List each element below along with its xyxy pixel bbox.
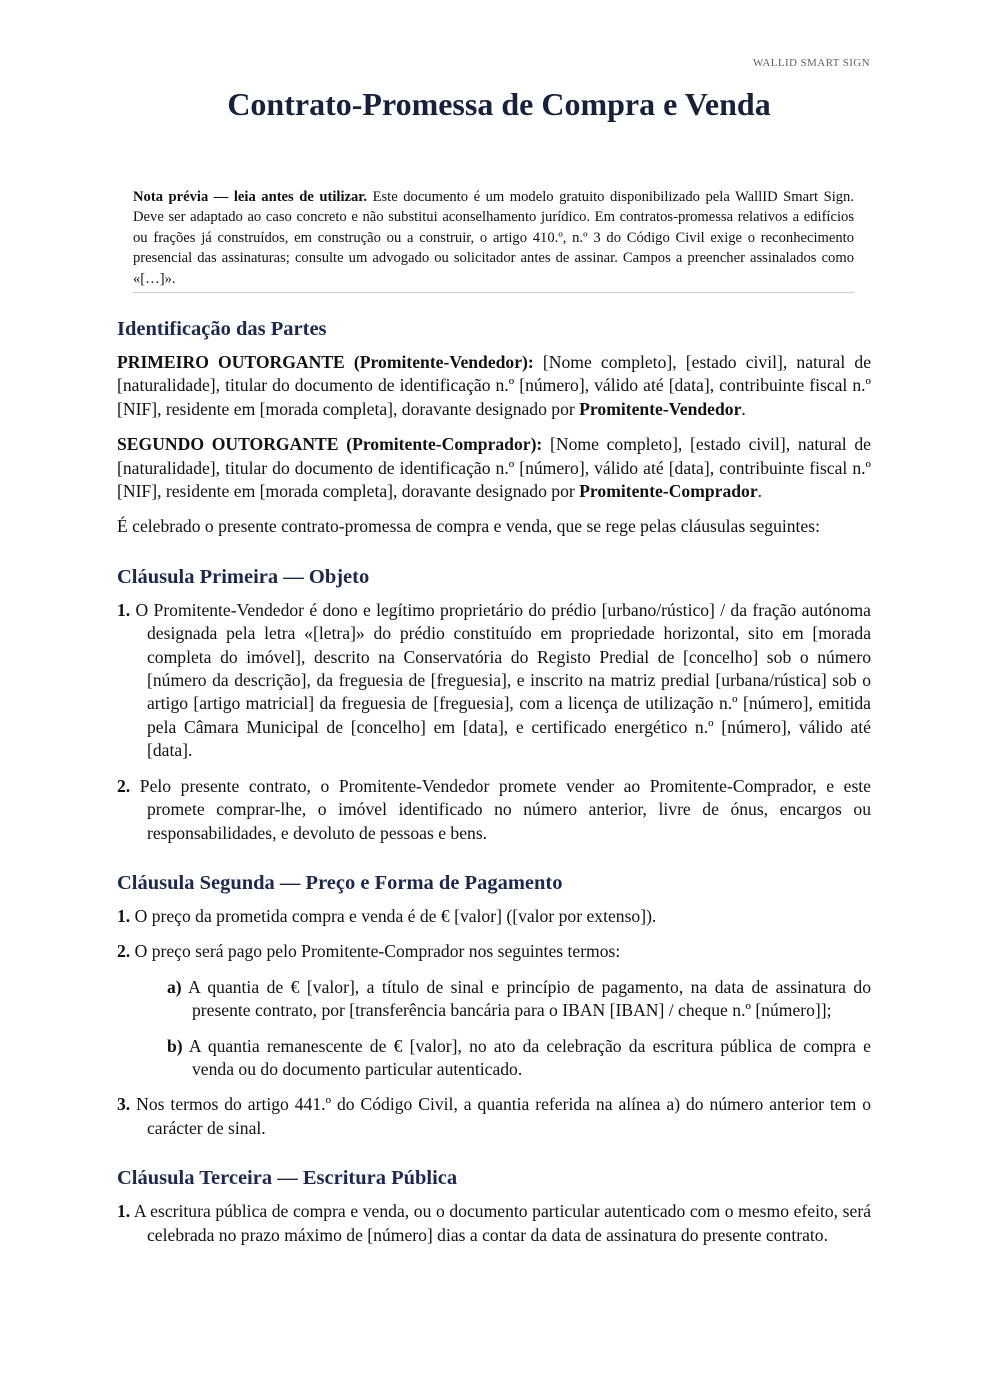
first-party-text: [Nome completo], [estado civil], natural de [naturalidade], titular do documento de identificação n.º [número], válido até [data], contribuinte fiscal n.º [NIF], residente em [morada completa], doravante designado por bbox=[117, 352, 871, 419]
clause-third bbox=[117, 1165, 871, 1247]
second-party-label: SEGUNDO OUTORGANTE (Promitente-Comprador): bbox=[117, 434, 543, 455]
item-number: 2. bbox=[117, 941, 131, 962]
document-title: Contrato-Promessa de Compra e Venda bbox=[227, 86, 771, 122]
clause-third-item bbox=[117, 1200, 871, 1247]
item-text: Nos termos do artigo 441.º do Código Civil, a quantia referida na alínea a) do número anterior tem o carácter de sinal. bbox=[130, 1094, 871, 1138]
clause-second-subitem bbox=[117, 1035, 871, 1082]
subitem-letter: a) bbox=[167, 976, 182, 997]
subitem-text: A quantia remanescente de € [valor], no ato da celebração da escritura pública de compra e venda ou do documento particular autenticado. bbox=[182, 1035, 871, 1079]
brand-label: WALLID SMART SIGN bbox=[752, 57, 870, 69]
contract-intro: É celebrado o presente contrato-promessa de compra e venda, que se rege pelas cláusulas seguintes: bbox=[117, 516, 820, 537]
note-body: Este documento é um modelo gratuito disponibilizado pela WallID Smart Sign. Deve ser adaptado ao caso concreto e não substitui aconselhamento jurídico. Em contratos-promessa relativos a edifícios ou frações já construídos, em construção ou a construir, o artigo 410.º, n.º 3 do Código Civil exige o reconhecimento presencial das assinaturas; consulte um advogado ou solicitador antes de assinar. Campos a preencher assinalados como «[…]». bbox=[133, 189, 854, 287]
item-text: Pelo presente contrato, o Promitente-Vendedor promete vender ao Promitente-Comprador, e este promete comprar-lhe, o imóvel identificado no número anterior, livre de ónus, encargos ou responsabilidades, e devoluto de pessoas e bens. bbox=[130, 775, 871, 843]
second-party-designation: Promitente-Comprador bbox=[579, 481, 758, 502]
item-number: 1. bbox=[117, 1201, 131, 1222]
subitem-text: A quantia de € [valor], a título de sinal e princípio de pagamento, na data de assinatura do presente contrato, por [transferência bancária para o IBAN [IBAN] / cheque n.º [número]]; bbox=[181, 976, 871, 1021]
note-lead: Nota prévia — leia antes de utilizar. bbox=[133, 189, 368, 205]
item-text: A escritura pública de compra e venda, ou o documento particular autenticado com o mesmo efeito, será celebrada no prazo máximo de [número] dias a contar da data de assinatura do presente contrato. bbox=[130, 1201, 871, 1245]
first-party-designation: Promitente-Vendedor bbox=[579, 398, 742, 419]
first-party bbox=[117, 351, 871, 421]
item-number: 3. bbox=[117, 1094, 131, 1115]
clause-first-item bbox=[117, 599, 871, 763]
section-heading-parties: Identificação das Partes bbox=[117, 318, 327, 340]
second-party-end: . bbox=[757, 481, 763, 502]
clause-first bbox=[117, 564, 871, 845]
item-number: 2. bbox=[117, 775, 131, 796]
clause-third-heading: Cláusula Terceira — Escritura Pública bbox=[117, 1167, 458, 1190]
subitem-letter: b) bbox=[167, 1035, 183, 1056]
item-text: O preço da prometida compra e venda é de € [valor] ([valor por extenso]). bbox=[130, 905, 657, 926]
clause-second-heading: Cláusula Segunda — Preço e Forma de Pagamento bbox=[117, 871, 563, 894]
second-party bbox=[117, 433, 871, 503]
clause-second-item bbox=[117, 1093, 871, 1140]
item-number: 1. bbox=[117, 905, 131, 926]
item-text: O Promitente-Vendedor é dono e legítimo proprietário do prédio [urbano/rústico] / da fração autónoma designada pela letra «[letra]» do prédio constituído em propriedade horizontal, sito em [morada completa do imóvel], descrito na Conservatória do Registo Predial de [concelho] sob o número [número da descrição], da freguesia de [freguesia], e inscrito na matriz predial [urbana/rústica] sob o artigo [artigo matricial] da freguesia de [freguesia], com a licença de utilização n.º [número], emitida pela Câmara Municipal de [concelho] em [data], e certificado energético n.º [número], válido até [data]. bbox=[130, 599, 871, 761]
clause-first-item bbox=[117, 775, 871, 845]
second-party-text: [Nome completo], [estado civil], natural de [naturalidade], titular do documento de identificação n.º [número], válido até [data], contribuinte fiscal n.º [NIF], residente em [morada completa], doravante designado por bbox=[117, 434, 871, 502]
preliminary-note bbox=[133, 187, 854, 293]
item-text: O preço será pago pelo Promitente-Comprador nos seguintes termos: bbox=[130, 941, 621, 962]
contract-body bbox=[117, 316, 871, 1259]
clause-second-subitem bbox=[117, 976, 871, 1023]
first-party-label: PRIMEIRO OUTORGANTE (Promitente-Vendedor): bbox=[117, 352, 534, 372]
item-number: 1. bbox=[117, 599, 131, 620]
clause-second bbox=[117, 870, 871, 1140]
clause-first-heading: Cláusula Primeira — Objeto bbox=[117, 565, 370, 588]
first-party-end: . bbox=[741, 398, 746, 419]
clause-second-item bbox=[117, 940, 871, 963]
clause-second-item bbox=[117, 905, 871, 928]
